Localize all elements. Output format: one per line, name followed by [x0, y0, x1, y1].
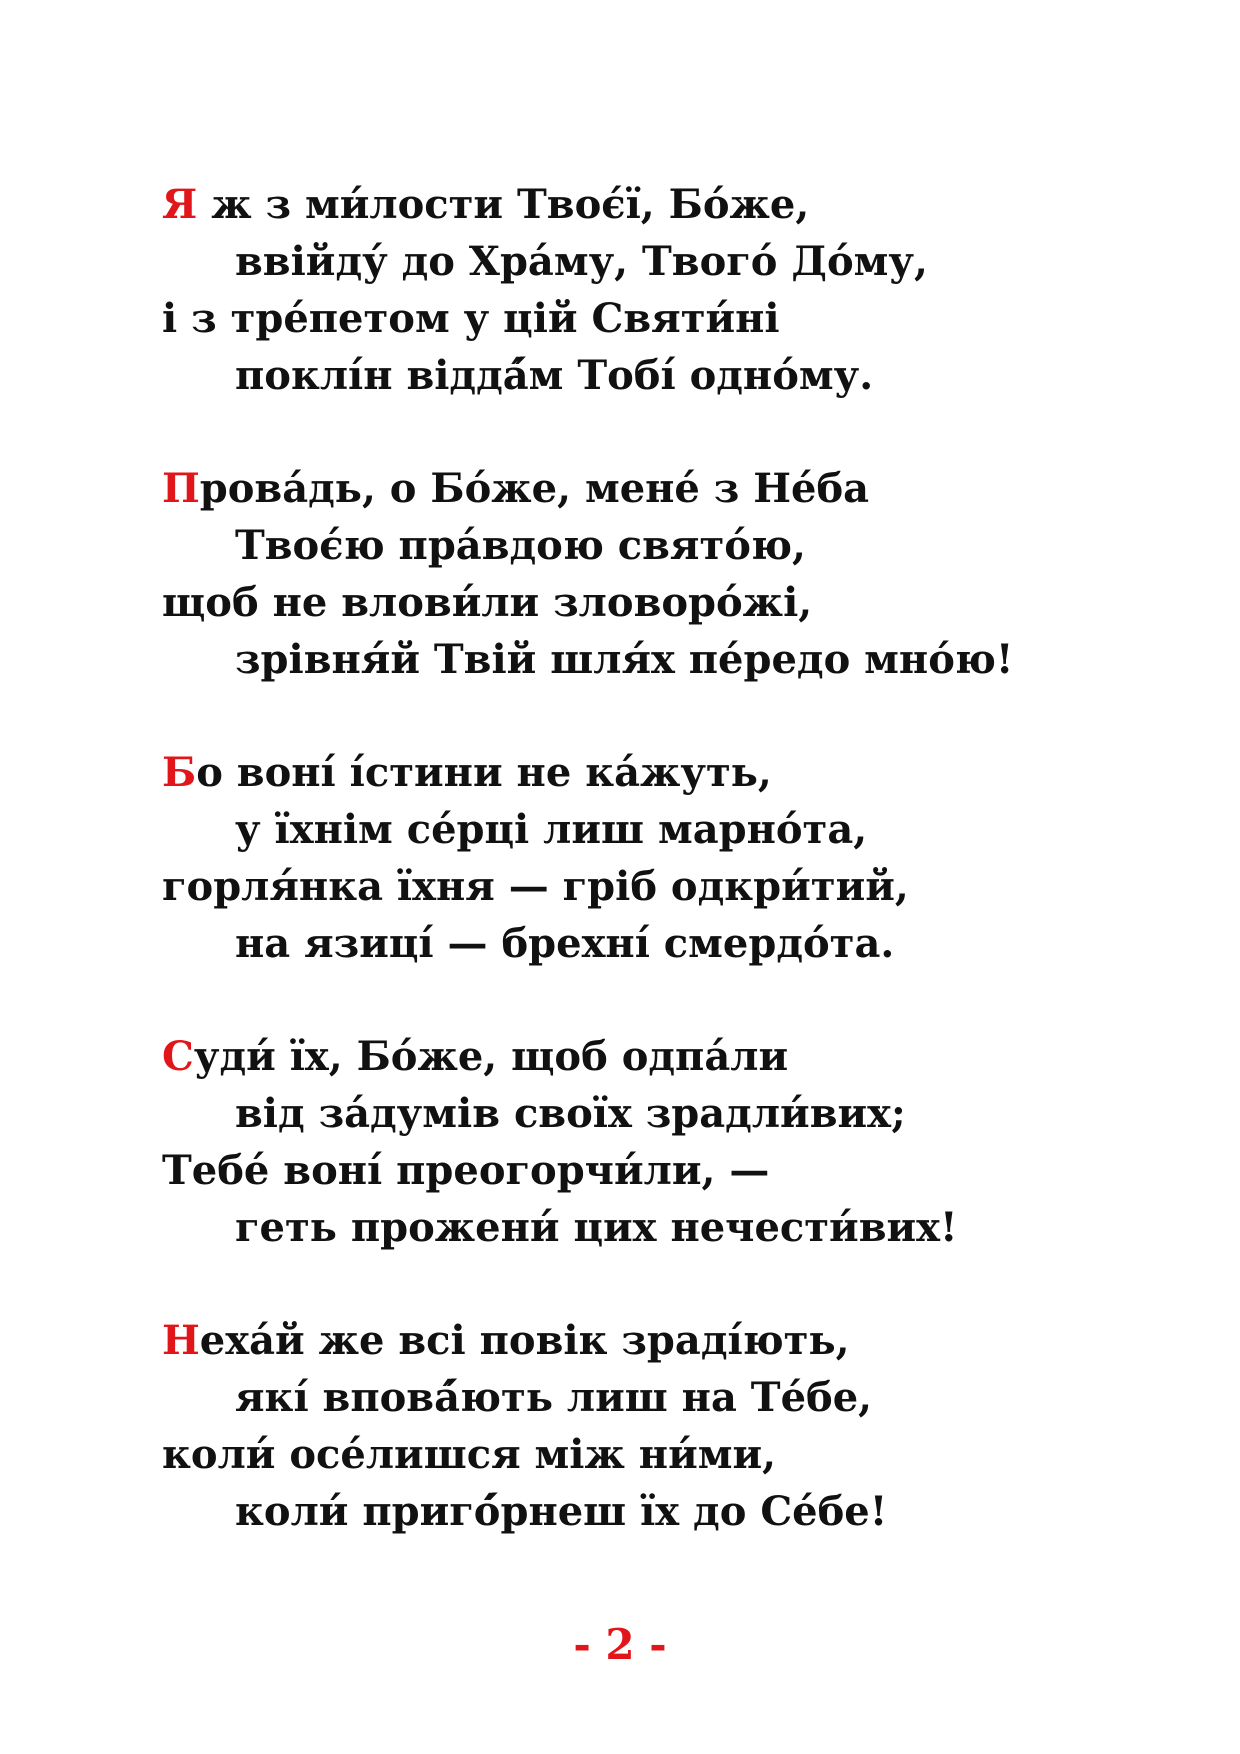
line-text: о воні́ і́стини не ка́жуть, [196, 749, 772, 796]
stanza-line: щоб не влови́ли зловоро́жі, [162, 579, 813, 626]
stanza-2 [162, 460, 1162, 688]
stanza-line: Тебе́ воні́ преогорчи́ли, — [162, 1147, 770, 1194]
stanza-line [162, 744, 1162, 801]
drop-initial: П [162, 465, 200, 512]
drop-initial: Б [162, 749, 197, 796]
stanza-line [162, 1312, 1162, 1369]
line-text: еха́й же всі повік зраді́ють, [199, 1317, 850, 1364]
stanza-line: поклі́н віддá́м Тобі́ одно́му. [235, 352, 874, 399]
stanza-line: у їхнім се́рці лиш марно́та, [235, 806, 868, 853]
stanza-line: ввійду́ до Хра́му, Твого́ До́му, [235, 238, 928, 285]
drop-initial: Я [162, 181, 198, 228]
stanza-1 [162, 176, 1162, 404]
stanza-line: горля́нка їхня — гріб одкри́тий, [162, 863, 909, 910]
line-text: ж з ми́лости Твоє́ї, Бо́же, [197, 181, 810, 228]
line-text: рова́дь, о Бо́же, мене́ з Не́ба [199, 465, 870, 512]
stanza-3 [162, 744, 1162, 972]
stanza-line: від за́думів своїх зрадли́вих; [235, 1090, 906, 1137]
stanza-4 [162, 1028, 1162, 1256]
stanza-line: які́ вповá́ють лиш на Те́бе, [235, 1374, 873, 1421]
drop-initial: Н [162, 1317, 200, 1364]
stanza-line: коли́ пригó́рнеш їх до Се́бе! [235, 1488, 888, 1535]
stanza-line: на язиці́ — брехні́ смердо́та. [235, 920, 895, 967]
stanza-line: Твоє́ю пра́вдою свято́ю, [235, 522, 806, 569]
stanza-line: і з тре́петом у цій Святи́ні [162, 295, 780, 342]
stanza-5 [162, 1312, 1162, 1540]
poem [162, 176, 1162, 1596]
stanza-line [162, 176, 1162, 233]
stanza-line [162, 1028, 1162, 1085]
stanza-line: коли́ осе́лишся між ни́ми, [162, 1431, 777, 1478]
stanza-line: геть прожени́ цих нечести́вих! [235, 1204, 958, 1251]
drop-initial: С [162, 1033, 194, 1080]
page-number: - 2 - [573, 1620, 667, 1669]
line-text: уди́ їх, Бо́же, щоб одпа́ли [193, 1033, 789, 1080]
stanza-line: зрівня́й Твій шля́х пе́редо мно́ю! [235, 636, 1014, 683]
stanza-line [162, 460, 1162, 517]
